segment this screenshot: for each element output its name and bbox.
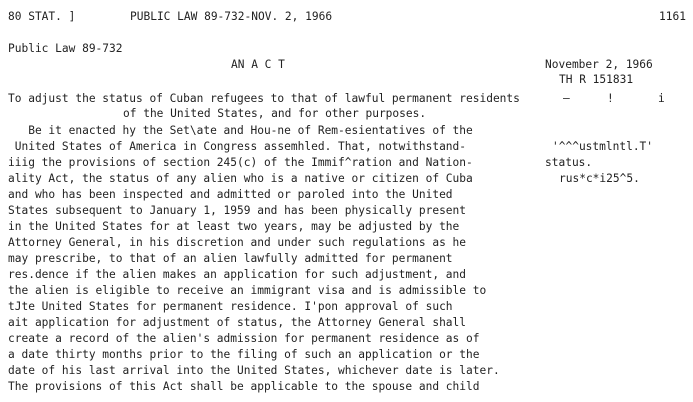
margin-note-citation: rus*c*i25^5.	[559, 172, 640, 185]
header-left: 80 STAT. ]	[8, 10, 76, 23]
body-line: res.dence if the alien makes an application for such adjustment, and	[8, 268, 467, 281]
body-line: The provisions of this Act shall be applicable to the spouse and child	[8, 380, 480, 393]
header-title: PUBLIC LAW 89-732-NOV. 2, 1966	[130, 10, 333, 23]
body-line: Be it enacted hy the Set\ate and Hou-ne of Rem-esientatives of the	[8, 124, 473, 137]
margin-bill-number: TH R 151831	[559, 73, 634, 86]
body-line: tJte United States for permanent residence. I'pon approval of such	[8, 300, 453, 313]
margin-note-adjustment: '^^^ustmlntl.T'	[552, 140, 654, 153]
body-line: ality Act, the status of any alien who is a native or citizen of Cuba	[8, 172, 473, 185]
margin-date: November 2, 1966	[545, 58, 653, 71]
body-line: and who has been inspected and admitted or paroled into the United	[8, 188, 453, 201]
body-line: Attorney General, in his discretion and under such regulations as he	[8, 236, 467, 249]
body-line: may prescribe, to that of an alien lawfully admitted for permanent	[8, 252, 453, 265]
body-line: create a record of the alien's admission for permanent residence as of	[8, 332, 480, 345]
body-line: United States of America in Congress assemhled. That, notwithstand-	[8, 140, 467, 153]
body-line: ait application for adjustment of status, the Attorney General shall	[8, 316, 467, 329]
body-line: date of his last arrival into the United States, whichever date is later.	[8, 364, 500, 377]
margin-mark-dash: —	[563, 92, 570, 105]
margin-mark-bang: !	[607, 92, 614, 105]
margin-note-status: status.	[545, 156, 593, 169]
body-line: a date thirty months prior to the filing of such an application or the	[8, 348, 480, 361]
body-line: the alien is eligible to receive an immigrant visa and is admissible to	[8, 284, 487, 297]
page-number: 1161	[659, 10, 686, 23]
law-number: Public Law 89-732	[8, 42, 123, 55]
body-line: in the United States for at least two years, may be adjusted by the	[8, 220, 460, 233]
margin-mark-i: i	[658, 92, 665, 105]
body-line: States subsequent to January 1, 1959 and has been physically present	[8, 204, 467, 217]
purpose-line-2: of the United States, and for other purposes.	[123, 107, 427, 120]
act-title: AN A C T	[231, 58, 285, 71]
purpose-line-1: To adjust the status of Cuban refugees to that of lawful permanent residents	[8, 92, 520, 105]
body-line: iiig the provisions of section 245(c) of the Immif^ration and Nation-	[8, 156, 473, 169]
